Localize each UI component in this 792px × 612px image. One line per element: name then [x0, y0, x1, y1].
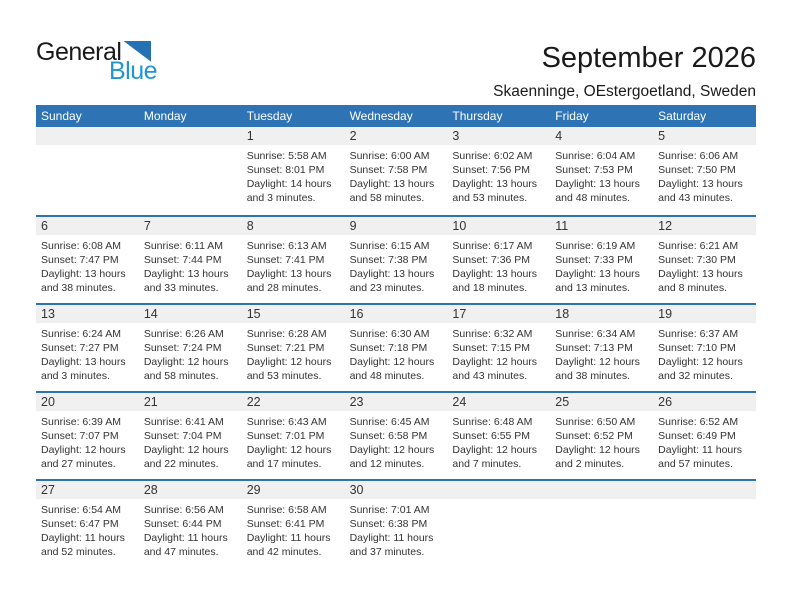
- day-cell-body: [139, 499, 242, 559]
- day-cell-body: [345, 235, 448, 295]
- sunrise-text: Sunrise: 6:52 AM: [658, 416, 739, 428]
- day-cell-body: [242, 145, 345, 205]
- sunrise-text: Sunrise: 6:08 AM: [41, 240, 121, 252]
- daylight-text-line1: Daylight: 12 hours: [246, 356, 332, 368]
- sunrise-text: Sunrise: 6:21 AM: [658, 240, 739, 252]
- daylight-text-line1: Daylight: 13 hours: [452, 178, 538, 190]
- sunset-text: Sunset: 7:41 PM: [246, 254, 325, 266]
- daylight-text-line2: and 53 minutes.: [452, 192, 528, 204]
- sunset-text: Sunset: 7:47 PM: [41, 254, 119, 266]
- empty-day-cell: [36, 127, 139, 215]
- daylight-text-line1: Daylight: 12 hours: [246, 444, 332, 456]
- sunrise-text: Sunrise: 6:50 AM: [555, 416, 636, 428]
- day-cell: [242, 217, 345, 303]
- day-number: 14: [139, 305, 242, 323]
- day-cell-body: [345, 145, 448, 205]
- day-cell: [36, 481, 139, 567]
- sunrise-text: Sunrise: 6:28 AM: [246, 328, 327, 340]
- sunrise-text: Sunrise: 6:45 AM: [349, 416, 430, 428]
- day-cell-body: [36, 235, 139, 295]
- daylight-text-line2: and 18 minutes.: [452, 282, 528, 294]
- day-cell-body: [36, 411, 139, 471]
- day-number: 6: [36, 217, 139, 235]
- sunset-text: Sunset: 6:58 PM: [349, 430, 428, 442]
- day-cell: [447, 305, 550, 391]
- sunrise-text: Sunrise: 6:15 AM: [349, 240, 430, 252]
- sunrise-text: Sunrise: 6:26 AM: [143, 328, 224, 340]
- day-number: 22: [242, 393, 345, 411]
- daylight-text-line1: Daylight: 12 hours: [349, 356, 435, 368]
- day-number: [447, 481, 550, 499]
- daylight-text-line2: and 48 minutes.: [349, 370, 425, 382]
- empty-day-cell: [550, 481, 653, 567]
- sunset-text: Sunset: 6:44 PM: [143, 518, 222, 530]
- sunrise-text: Sunrise: 6:39 AM: [41, 416, 121, 428]
- weekday-header-cell: Sunday: [41, 109, 82, 123]
- daylight-text-line1: Daylight: 13 hours: [658, 178, 743, 190]
- daylight-text-line1: Daylight: 12 hours: [555, 356, 640, 368]
- day-number: 9: [345, 217, 448, 235]
- daylight-text-line2: and 32 minutes.: [658, 370, 733, 382]
- day-number: 19: [653, 305, 756, 323]
- sunrise-text: Sunrise: 6:19 AM: [555, 240, 636, 252]
- daylight-text-line2: and 38 minutes.: [555, 370, 630, 382]
- daylight-text-line1: Daylight: 11 hours: [41, 532, 125, 544]
- day-number: 16: [345, 305, 448, 323]
- day-number: 23: [345, 393, 448, 411]
- day-number: 28: [139, 481, 242, 499]
- daylight-text-line2: and 52 minutes.: [41, 546, 116, 558]
- day-cell: [345, 305, 448, 391]
- day-cell-body: [447, 411, 550, 471]
- sunrise-text: Sunrise: 5:58 AM: [246, 150, 327, 162]
- day-number: 18: [550, 305, 653, 323]
- day-number: 17: [447, 305, 550, 323]
- day-cell-body: [242, 411, 345, 471]
- day-number: 11: [550, 217, 653, 235]
- day-cell: [345, 393, 448, 479]
- day-number: 13: [36, 305, 139, 323]
- weekday-header-cell: Wednesday: [349, 109, 413, 123]
- sunset-text: Sunset: 7:10 PM: [658, 342, 736, 354]
- daylight-text-line2: and 3 minutes.: [246, 192, 316, 204]
- day-cell-body: [36, 499, 139, 559]
- empty-day-cell: [653, 481, 756, 567]
- header-titles: [493, 42, 756, 101]
- daylight-text-line2: and 48 minutes.: [555, 192, 630, 204]
- daylight-text-line1: Daylight: 11 hours: [143, 532, 228, 544]
- daylight-text-line1: Daylight: 12 hours: [555, 444, 640, 456]
- weekday-header-cell: Friday: [555, 109, 589, 123]
- day-cell: [653, 305, 756, 391]
- day-cell-body: [550, 411, 653, 471]
- day-number: 21: [139, 393, 242, 411]
- daylight-text-line2: and 28 minutes.: [246, 282, 322, 294]
- day-cell: [447, 127, 550, 215]
- sunset-text: Sunset: 6:38 PM: [349, 518, 428, 530]
- day-cell: [447, 393, 550, 479]
- day-cell: [139, 393, 242, 479]
- daylight-text-line2: and 33 minutes.: [143, 282, 219, 294]
- daylight-text-line1: Daylight: 12 hours: [349, 444, 435, 456]
- day-cell: [242, 481, 345, 567]
- day-number: [139, 127, 242, 145]
- day-cell-body: [447, 323, 550, 383]
- sunset-text: Sunset: 7:24 PM: [143, 342, 222, 354]
- day-cell: [139, 305, 242, 391]
- day-cell-body: [242, 323, 345, 383]
- day-cell: [242, 127, 345, 215]
- day-number: 8: [242, 217, 345, 235]
- sunrise-text: Sunrise: 6:54 AM: [41, 504, 121, 516]
- day-cell-body: [653, 411, 756, 471]
- day-cell-body: [447, 499, 550, 503]
- day-cell: [653, 393, 756, 479]
- weekday-header-cell: Monday: [143, 109, 187, 123]
- sunrise-text: Sunrise: 6:37 AM: [658, 328, 739, 340]
- daylight-text-line1: Daylight: 12 hours: [452, 444, 538, 456]
- day-cell-body: [242, 499, 345, 559]
- sunrise-text: Sunrise: 6:02 AM: [452, 150, 533, 162]
- daylight-text-line1: Daylight: 12 hours: [41, 444, 126, 456]
- day-cell: [550, 127, 653, 215]
- sunset-text: Sunset: 7:53 PM: [555, 164, 633, 176]
- sunrise-text: Sunrise: 6:41 AM: [143, 416, 224, 428]
- sunrise-text: Sunrise: 6:34 AM: [555, 328, 636, 340]
- daylight-text-line2: and 43 minutes.: [658, 192, 733, 204]
- day-cell-body: [345, 499, 448, 559]
- day-cell-body: [447, 145, 550, 205]
- sunrise-text: Sunrise: 6:06 AM: [658, 150, 739, 162]
- daylight-text-line2: and 12 minutes.: [349, 458, 425, 470]
- logo-word-blue: Blue: [109, 57, 158, 85]
- sunset-text: Sunset: 7:56 PM: [452, 164, 531, 176]
- day-number: 7: [139, 217, 242, 235]
- daylight-text-line2: and 3 minutes.: [41, 370, 110, 382]
- sunset-text: Sunset: 7:04 PM: [143, 430, 222, 442]
- sunset-text: Sunset: 7:13 PM: [555, 342, 633, 354]
- sunset-text: Sunset: 6:41 PM: [246, 518, 325, 530]
- daylight-text-line2: and 42 minutes.: [246, 546, 322, 558]
- sunrise-text: Sunrise: 6:04 AM: [555, 150, 636, 162]
- sunrise-text: Sunrise: 6:30 AM: [349, 328, 430, 340]
- day-number: 27: [36, 481, 139, 499]
- sunrise-text: Sunrise: 6:56 AM: [143, 504, 224, 516]
- daylight-text-line1: Daylight: 12 hours: [143, 444, 229, 456]
- day-cell: [36, 393, 139, 479]
- day-number: [550, 481, 653, 499]
- week-row: [36, 479, 756, 567]
- daylight-text-line2: and 37 minutes.: [349, 546, 425, 558]
- day-number: 25: [550, 393, 653, 411]
- daylight-text-line2: and 53 minutes.: [246, 370, 322, 382]
- sunset-text: Sunset: 7:27 PM: [41, 342, 119, 354]
- daylight-text-line1: Daylight: 13 hours: [41, 268, 126, 280]
- sunset-text: Sunset: 7:33 PM: [555, 254, 633, 266]
- sunrise-text: Sunrise: 6:11 AM: [143, 240, 224, 252]
- day-cell: [139, 481, 242, 567]
- day-cell-body: [550, 323, 653, 383]
- day-cell: [447, 217, 550, 303]
- sunrise-text: Sunrise: 6:13 AM: [246, 240, 327, 252]
- day-cell-body: [653, 323, 756, 383]
- sunrise-text: Sunrise: 6:00 AM: [349, 150, 430, 162]
- day-number: 15: [242, 305, 345, 323]
- daylight-text-line2: and 57 minutes.: [658, 458, 733, 470]
- weekday-header-cell: Tuesday: [246, 109, 293, 123]
- day-cell-body: [653, 145, 756, 205]
- day-cell-body: [242, 235, 345, 295]
- day-cell: [139, 217, 242, 303]
- sunset-text: Sunset: 7:30 PM: [658, 254, 736, 266]
- sunrise-text: Sunrise: 6:58 AM: [246, 504, 327, 516]
- sunset-text: Sunset: 6:47 PM: [41, 518, 119, 530]
- empty-day-cell: [139, 127, 242, 215]
- day-cell: [345, 127, 448, 215]
- daylight-text-line1: Daylight: 13 hours: [246, 268, 332, 280]
- sunset-text: Sunset: 7:18 PM: [349, 342, 428, 354]
- day-cell: [653, 127, 756, 215]
- sunrise-text: Sunrise: 6:43 AM: [246, 416, 327, 428]
- sunset-text: Sunset: 6:52 PM: [555, 430, 633, 442]
- daylight-text-line2: and 27 minutes.: [41, 458, 116, 470]
- sunset-text: Sunset: 7:01 PM: [246, 430, 325, 442]
- sunset-text: Sunset: 7:50 PM: [658, 164, 736, 176]
- day-cell-body: [345, 323, 448, 383]
- logo-word-general: General: [36, 38, 122, 66]
- daylight-text-line1: Daylight: 13 hours: [555, 178, 640, 190]
- weekday-header-row: [36, 105, 756, 127]
- day-cell-body: [345, 411, 448, 471]
- daylight-text-line2: and 7 minutes.: [452, 458, 522, 470]
- sunset-text: Sunset: 7:07 PM: [41, 430, 119, 442]
- daylight-text-line2: and 58 minutes.: [349, 192, 425, 204]
- day-cell: [345, 481, 448, 567]
- location-subtitle: Skaenninge, OEstergoetland, Sweden: [493, 83, 756, 100]
- day-number: 20: [36, 393, 139, 411]
- daylight-text-line2: and 47 minutes.: [143, 546, 219, 558]
- sunrise-text: Sunrise: 7:01 AM: [349, 504, 430, 516]
- daylight-text-line1: Daylight: 13 hours: [452, 268, 538, 280]
- day-cell-body: [550, 145, 653, 205]
- day-cell-body: [139, 411, 242, 471]
- daylight-text-line1: Daylight: 11 hours: [349, 532, 434, 544]
- day-cell-body: [139, 235, 242, 295]
- day-cell-body: [550, 499, 653, 503]
- daylight-text-line2: and 58 minutes.: [143, 370, 219, 382]
- sunrise-text: Sunrise: 6:17 AM: [452, 240, 533, 252]
- daylight-text-line1: Daylight: 12 hours: [452, 356, 538, 368]
- daylight-text-line2: and 23 minutes.: [349, 282, 425, 294]
- daylight-text-line1: Daylight: 13 hours: [143, 268, 229, 280]
- day-number: 10: [447, 217, 550, 235]
- daylight-text-line2: and 38 minutes.: [41, 282, 116, 294]
- day-cell: [653, 217, 756, 303]
- calendar-weeks: [36, 127, 756, 567]
- day-number: 4: [550, 127, 653, 145]
- daylight-text-line2: and 13 minutes.: [555, 282, 630, 294]
- sunset-text: Sunset: 6:49 PM: [658, 430, 736, 442]
- day-cell: [242, 305, 345, 391]
- sunrise-text: Sunrise: 6:32 AM: [452, 328, 533, 340]
- weekday-header-cell: Saturday: [658, 109, 707, 123]
- day-number: [653, 481, 756, 499]
- empty-day-cell: [447, 481, 550, 567]
- day-number: 2: [345, 127, 448, 145]
- day-number: 3: [447, 127, 550, 145]
- day-cell-body: [36, 145, 139, 149]
- sunset-text: Sunset: 8:01 PM: [246, 164, 325, 176]
- day-number: 24: [447, 393, 550, 411]
- day-cell: [550, 393, 653, 479]
- sunset-text: Sunset: 7:44 PM: [143, 254, 222, 266]
- weekday-header-cell: Thursday: [452, 109, 503, 123]
- sunset-text: Sunset: 7:36 PM: [452, 254, 531, 266]
- daylight-text-line1: Daylight: 11 hours: [246, 532, 331, 544]
- day-cell: [36, 217, 139, 303]
- week-row: [36, 215, 756, 303]
- daylight-text-line2: and 22 minutes.: [143, 458, 219, 470]
- daylight-text-line2: and 43 minutes.: [452, 370, 528, 382]
- day-number: 30: [345, 481, 448, 499]
- daylight-text-line1: Daylight: 13 hours: [658, 268, 743, 280]
- day-cell: [345, 217, 448, 303]
- day-cell-body: [139, 145, 242, 149]
- daylight-text-line1: Daylight: 13 hours: [349, 178, 435, 190]
- sunset-text: Sunset: 7:58 PM: [349, 164, 428, 176]
- day-cell-body: [447, 235, 550, 295]
- sunset-text: Sunset: 7:21 PM: [246, 342, 325, 354]
- daylight-text-line2: and 8 minutes.: [658, 282, 728, 294]
- day-cell: [550, 305, 653, 391]
- calendar-table: [36, 105, 756, 567]
- week-row: [36, 127, 756, 215]
- week-row: [36, 303, 756, 391]
- day-cell: [36, 305, 139, 391]
- daylight-text-line2: and 2 minutes.: [555, 458, 625, 470]
- page-title: September 2026: [541, 42, 756, 74]
- daylight-text-line1: Daylight: 12 hours: [658, 356, 743, 368]
- day-cell: [242, 393, 345, 479]
- day-cell-body: [550, 235, 653, 295]
- daylight-text-line1: Daylight: 13 hours: [41, 356, 126, 368]
- general-blue-logo: [36, 38, 158, 85]
- daylight-text-line2: and 17 minutes.: [246, 458, 322, 470]
- sunrise-text: Sunrise: 6:48 AM: [452, 416, 533, 428]
- day-cell-body: [653, 499, 756, 503]
- sunset-text: Sunset: 7:15 PM: [452, 342, 531, 354]
- day-number: 5: [653, 127, 756, 145]
- day-number: 1: [242, 127, 345, 145]
- week-row: [36, 391, 756, 479]
- daylight-text-line1: Daylight: 11 hours: [658, 444, 742, 456]
- day-cell-body: [139, 323, 242, 383]
- daylight-text-line1: Daylight: 13 hours: [349, 268, 435, 280]
- daylight-text-line1: Daylight: 12 hours: [143, 356, 229, 368]
- sunrise-text: Sunrise: 6:24 AM: [41, 328, 121, 340]
- daylight-text-line1: Daylight: 14 hours: [246, 178, 332, 190]
- day-cell: [550, 217, 653, 303]
- sunset-text: Sunset: 6:55 PM: [452, 430, 531, 442]
- day-number: 12: [653, 217, 756, 235]
- day-cell-body: [36, 323, 139, 383]
- day-number: 29: [242, 481, 345, 499]
- day-number: [36, 127, 139, 145]
- day-cell-body: [653, 235, 756, 295]
- daylight-text-line1: Daylight: 13 hours: [555, 268, 640, 280]
- day-number: 26: [653, 393, 756, 411]
- sunset-text: Sunset: 7:38 PM: [349, 254, 428, 266]
